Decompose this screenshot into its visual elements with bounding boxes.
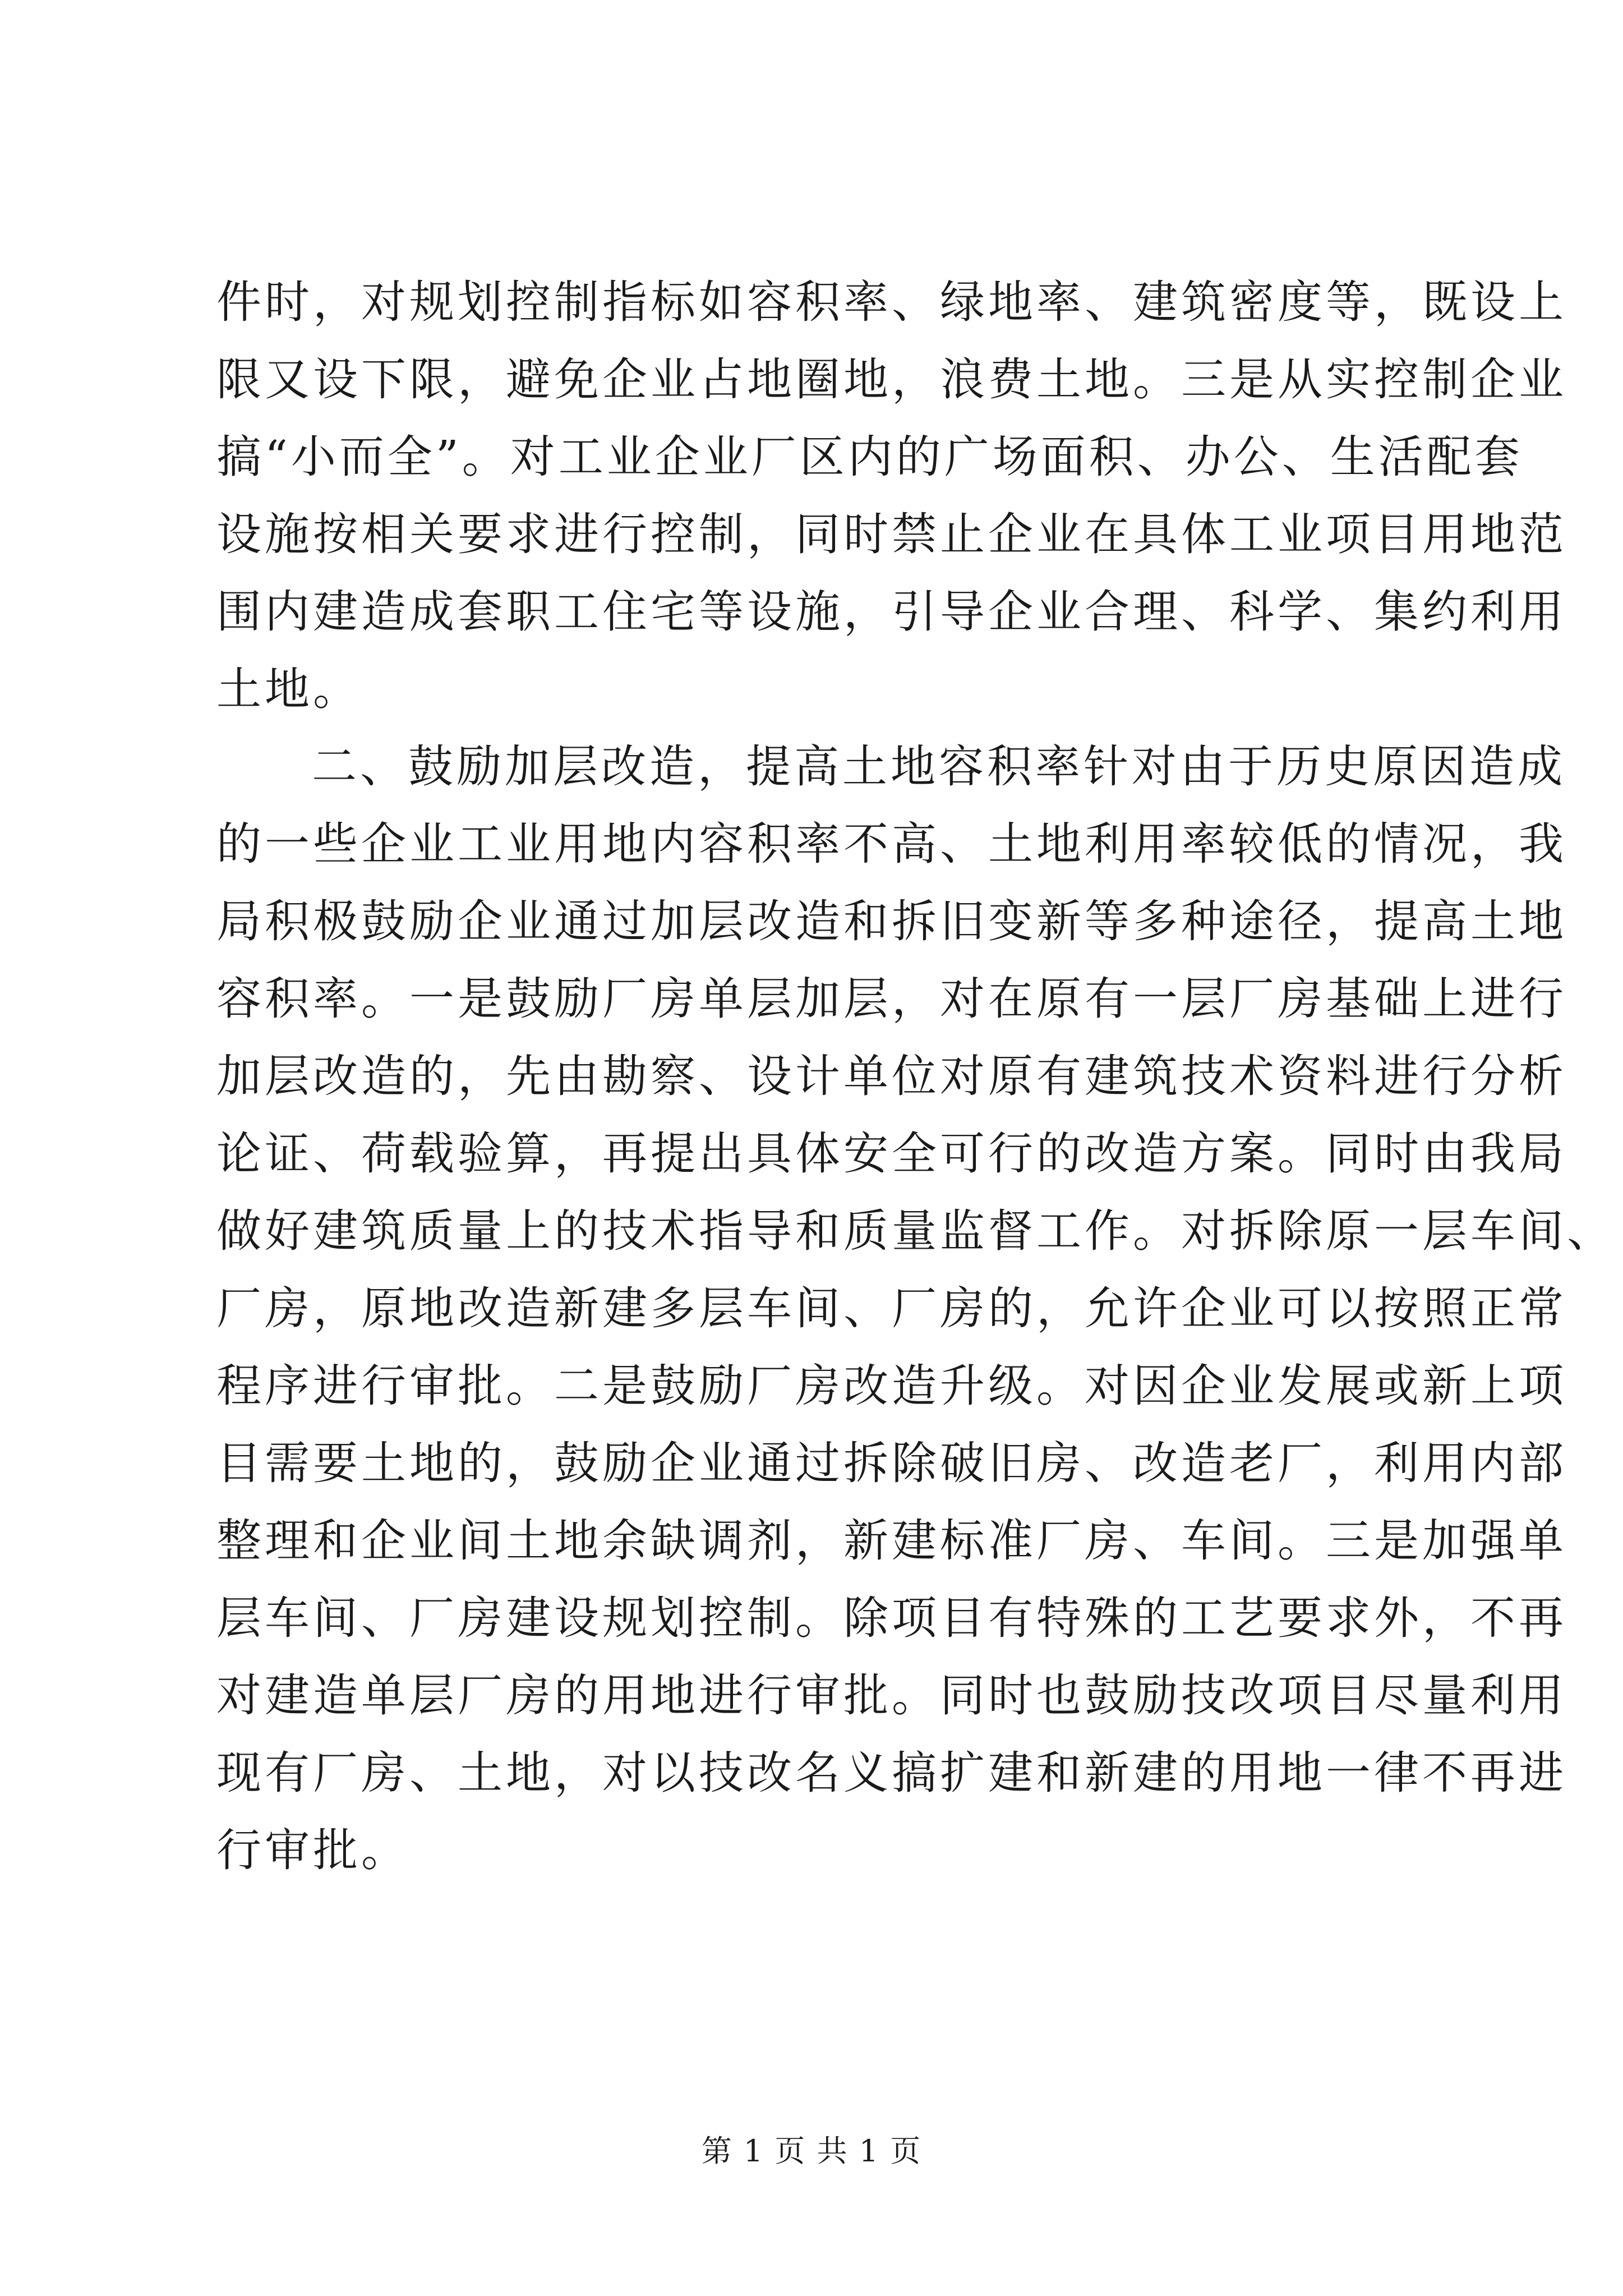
text-line: 层车间、厂房建设规划控制。除项目有特殊的工艺要求外，不再 — [216, 1592, 1567, 1644]
text-line: 行审批。 — [216, 1824, 409, 1876]
text-line: 加层改造的，先由勘察、设计单位对原有建筑技术资料进行分析 — [216, 1050, 1567, 1102]
text-line: 局积极鼓励企业通过加层改造和拆旧变新等多种途径，提高土地 — [216, 895, 1567, 947]
text-line: 程序进行审批。二是鼓励厂房改造升级。对因企业发展或新上项 — [216, 1360, 1567, 1412]
text-line: 搞“小而全”。对工业企业厂区内的广场面积、办公、生活配套 — [216, 431, 1523, 483]
text-line: 论证、荷载验算，再提出具体安全可行的改造方案。同时由我局 — [216, 1128, 1567, 1180]
text-line: 土地。 — [216, 663, 361, 715]
text-line: 限又设下限，避免企业占地圈地，浪费土地。三是从实控制企业 — [216, 353, 1567, 406]
text-line: 设施按相关要求进行控制，同时禁止企业在具体工业项目用地范 — [216, 508, 1567, 560]
text-line: 对建造单层厂房的用地进行审批。同时也鼓励技改项目尽量利用 — [216, 1669, 1567, 1722]
text-line: 围内建造成套职工住宅等设施，引导企业合理、科学、集约利用 — [216, 586, 1567, 638]
body-text — [216, 264, 1615, 1889]
text-line: 目需要土地的，鼓励企业通过拆除破旧房、改造老厂，利用内部 — [216, 1437, 1567, 1489]
page-footer: 第 1 页 共 1 页 — [701, 2133, 922, 2169]
text-line: 厂房，原地改造新建多层车间、厂房的，允许企业可以按照正常 — [216, 1282, 1567, 1335]
text-line: 整理和企业间土地余缺调剂，新建标准厂房、车间。三是加强单 — [216, 1515, 1567, 1567]
paragraph-heading-line: 二、鼓励加层改造，提高土地容积率针对由于历史原因造成 — [312, 740, 1566, 793]
text-line: 做好建筑质量上的技术指导和质量监督工作。对拆除原一层车间、 — [216, 1205, 1615, 1257]
text-line: 的一些企业工业用地内容积率不高、土地利用率较低的情况，我 — [216, 818, 1567, 870]
text-line: 容积率。一是鼓励厂房单层加层，对在原有一层厂房基础上进行 — [216, 973, 1567, 1025]
text-line: 现有厂房、土地，对以技改名义搞扩建和新建的用地一律不再进 — [216, 1747, 1567, 1799]
text-line: 件时，对规划控制指标如容积率、绿地率、建筑密度等，既设上 — [216, 276, 1567, 328]
